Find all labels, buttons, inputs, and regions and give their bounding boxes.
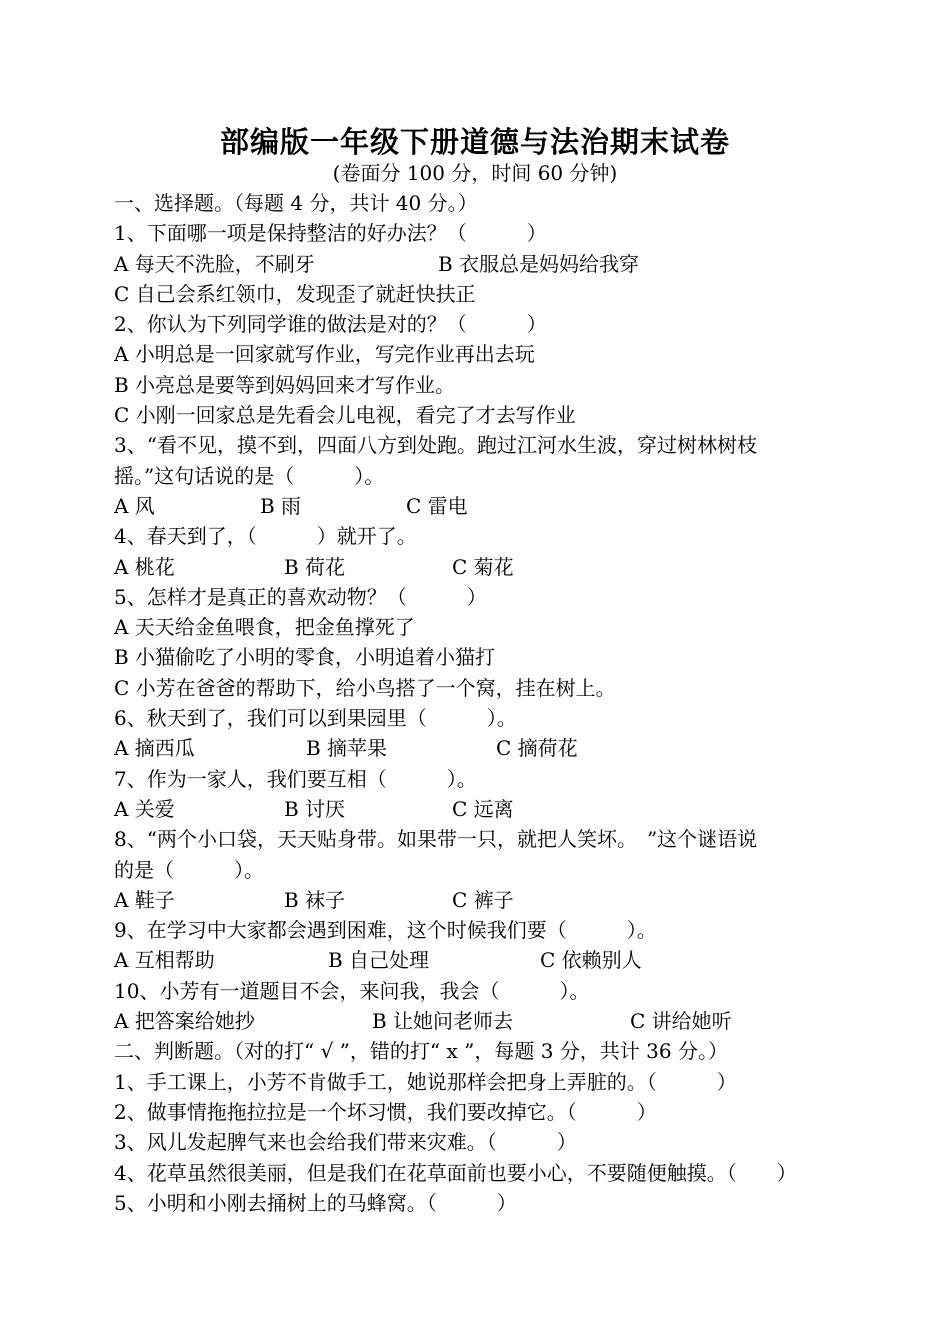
option-b: B 自己处理 bbox=[328, 948, 430, 973]
question-9-options bbox=[114, 945, 844, 975]
question-1-option-c: C 自己会系红领巾，发现歪了就赶快扶正 bbox=[114, 281, 476, 306]
page-subtitle: (卷面分 100 分，时间 60 分钟) bbox=[332, 161, 618, 185]
question-4-options bbox=[114, 552, 844, 582]
judgement-item-4: 4、花草虽然很美丽，但是我们在花草面前也要小心，不要随便触摸。（ ） bbox=[114, 1160, 797, 1185]
question-1-options-row1 bbox=[114, 249, 844, 279]
option-b: B 袜子 bbox=[284, 887, 346, 912]
judgement-item-5: 5、小明和小刚去捅树上的马蜂窝。（ ） bbox=[114, 1190, 517, 1215]
question-5-option-a: A 天天给金鱼喂食，把金鱼撑死了 bbox=[114, 615, 415, 640]
question-2-option-a: A 小明总是一回家就写作业，写完作业再出去玩 bbox=[114, 342, 535, 367]
option-c: C 雷电 bbox=[406, 493, 468, 518]
question-8-line1: 8、“两个小口袋，天天贴身带。如果带一只，就把人笑坏。 ”这个谜语说 bbox=[114, 827, 758, 852]
question-10: 10、小芳有一道题目不会，来问我，我会（ ）。 bbox=[114, 978, 590, 1003]
option-b: B 衣服总是妈妈给我穿 bbox=[438, 251, 640, 276]
option-c: C 摘荷花 bbox=[496, 736, 578, 761]
question-7: 7、作为一家人，我们要互相（ ）。 bbox=[114, 766, 477, 791]
judgement-item-1: 1、手工课上，小芳不肯做手工，她说那样会把身上弄脏的。（ ） bbox=[114, 1069, 737, 1094]
question-2: 2、你认为下列同学谁的做法是对的？（ ） bbox=[114, 312, 547, 337]
option-a: A 桃花 bbox=[114, 554, 175, 579]
question-1: 1、下面哪一项是保持整洁的好办法？（ ） bbox=[114, 221, 547, 246]
option-b: B 讨厌 bbox=[284, 796, 346, 821]
judgement-item-2: 2、做事情拖拖拉拉是一个坏习惯，我们要改掉它。（ ） bbox=[114, 1099, 657, 1124]
page-title: 部编版一年级下册道德与法治期末试卷 bbox=[219, 125, 730, 159]
question-3-line1: 3、“看不见，摸不到，四面八方到处跑。跑过江河水生波，穿过树林树枝 bbox=[114, 433, 757, 458]
question-4: 4、春天到了，（ ）就开了。 bbox=[114, 524, 417, 549]
option-a: A 每天不洗脸，不刷牙 bbox=[114, 251, 315, 276]
question-6-options bbox=[114, 733, 844, 763]
question-3-options bbox=[114, 491, 844, 521]
option-a: A 把答案给她抄 bbox=[114, 1009, 255, 1034]
section2-heading: 二、判断题。（对的打“ √ ”，错的打“ x ”，每题 3 分，共计 36 分。） bbox=[114, 1039, 728, 1064]
option-a: A 风 bbox=[114, 493, 155, 518]
question-7-options bbox=[114, 794, 844, 824]
exam-body bbox=[114, 188, 844, 1218]
option-c: C 远离 bbox=[452, 796, 514, 821]
option-c: C 菊花 bbox=[452, 554, 514, 579]
question-5: 5、怎样才是真正的喜欢动物？（ ） bbox=[114, 584, 487, 609]
option-c: C 讲给她听 bbox=[630, 1009, 732, 1034]
question-3-line2: 摇。”这句话说的是（ ）。 bbox=[114, 463, 385, 488]
option-b: B 让她问老师去 bbox=[372, 1009, 514, 1034]
question-10-options bbox=[114, 1006, 844, 1036]
option-c: C 裤子 bbox=[452, 887, 514, 912]
question-2-option-c: C 小刚一回家总是先看会儿电视，看完了才去写作业 bbox=[114, 403, 576, 428]
option-a: A 关爱 bbox=[114, 796, 175, 821]
question-8-line2: 的是（ ）。 bbox=[114, 857, 264, 882]
section1-heading: 一、选择题。（每题 4 分，共计 40 分。） bbox=[114, 191, 478, 215]
question-5-option-c: C 小芳在爸爸的帮助下，给小鸟搭了一个窝，挂在树上。 bbox=[114, 675, 616, 700]
question-2-option-b: B 小亮总是要等到妈妈回来才写作业。 bbox=[114, 372, 456, 397]
question-8-options bbox=[114, 885, 844, 915]
option-a: A 摘西瓜 bbox=[114, 736, 195, 761]
option-b: B 雨 bbox=[260, 493, 302, 518]
question-6: 6、秋天到了，我们可以到果园里（ ）。 bbox=[114, 706, 517, 731]
option-c: C 依赖别人 bbox=[540, 948, 642, 973]
option-b: B 摘苹果 bbox=[306, 736, 388, 761]
question-9: 9、在学习中大家都会遇到困难，这个时候我们要（ ）。 bbox=[114, 918, 657, 943]
question-5-option-b: B 小猫偷吃了小明的零食，小明追着小猫打 bbox=[114, 645, 496, 670]
option-b: B 荷花 bbox=[284, 554, 346, 579]
judgement-item-3: 3、风儿发起脾气来也会给我们带来灾难。（ ） bbox=[114, 1130, 577, 1155]
option-a: A 互相帮助 bbox=[114, 948, 215, 973]
option-a: A 鞋子 bbox=[114, 887, 175, 912]
